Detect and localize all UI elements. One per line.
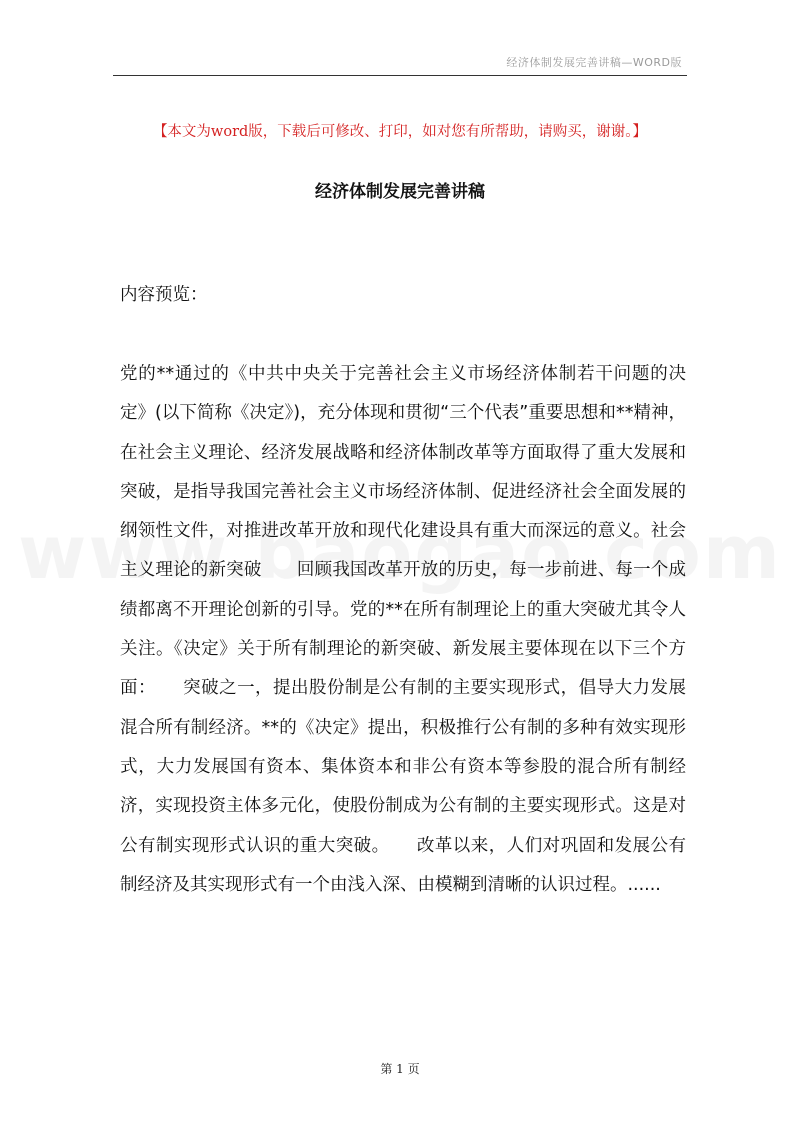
purchase-notice: 【本文为word版，下载后可修改、打印，如对您有所帮助，请购买，谢谢。】 (152, 124, 648, 140)
document-title: 经济体制发展完善讲稿 (315, 182, 485, 202)
header-divider (113, 75, 687, 76)
content-preview-label: 内容预览： (120, 285, 208, 305)
running-header: 经济体制发展完善讲稿—WORD版 (506, 56, 682, 69)
page-number: 第 1 页 (380, 1062, 420, 1076)
document-body: 党的**通过的《中共中央关于完善社会主义市场经济体制若干问题的决定》(以下简称《决定》)，充分体现和贯彻“三个代表”重要思想和**精神，在社会主义理论、经济发展战略和经济体制改革等方面取得了重大发展和突破，是指导我国完善社会主义市场经济体制、促进经济社会全面发展的纲领性文件，对推进改革开放和现代化建设具有重大而深远的意义。社会主义理论的新突破 回顾我国改革开放的历史，每一步前进、每一个成绩都离不开理论创新的引导。党的**在所有制理论上的重大突破尤其令人关注。《决定》关于所有制理论的新突破、新发展主要体现在以下三个方面： 突破之一，提出股份制是公有制的主要实现形式，倡导大力发展混合所有制经济。**的《决定》提出，积极推行公有制的多种有效实现形式，大力发展国有资本、集体资本和非公有资本等参股的混合所有制经济，实现投资主体多元化，使股份制成为公有制的主要实现形式。这是对公有制实现形式认识的重大突破。 改革以来，人们对巩固和发展公有制经济及其实现形式有一个由浅入深、由模糊到清晰的认识过程。...... (120, 364, 686, 895)
